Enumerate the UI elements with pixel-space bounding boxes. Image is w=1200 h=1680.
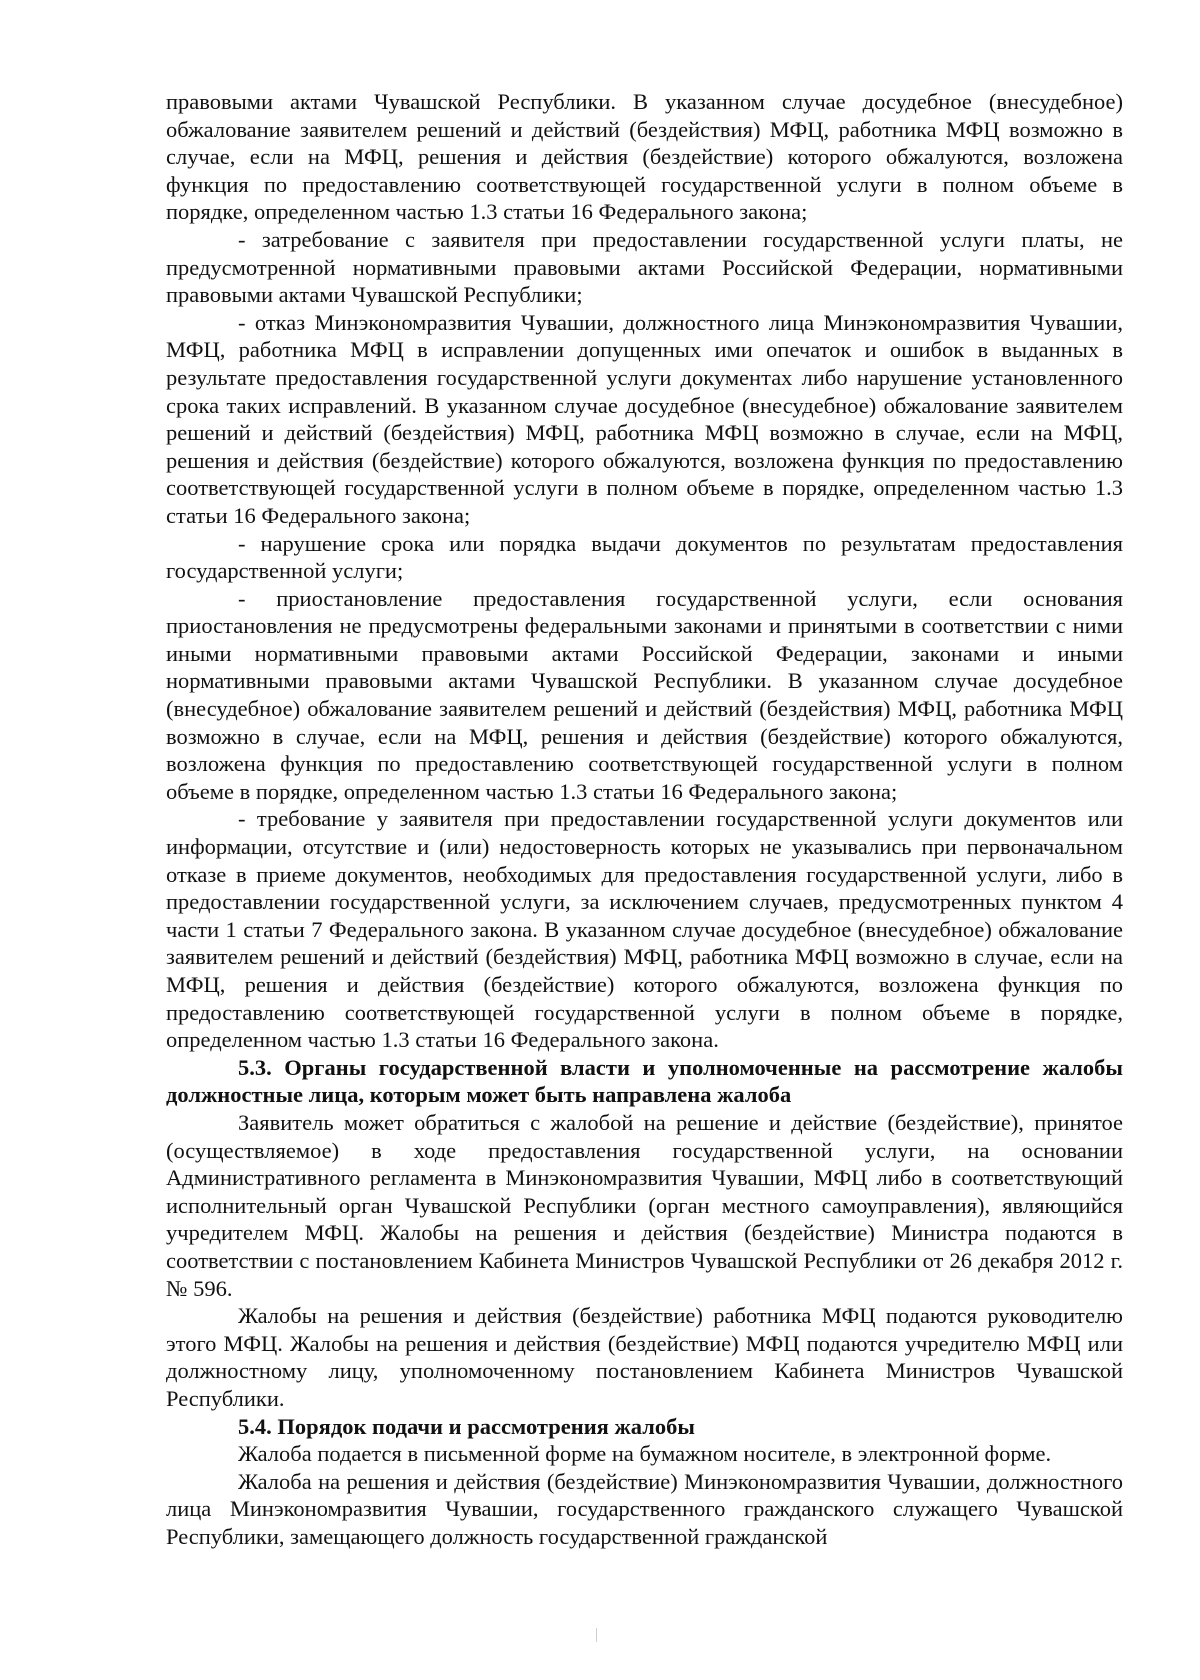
paragraph-suspension: - приостановление предоставления государственной услуги, если основания приостановления не предусмотрены федеральными законами и принятыми в соответствии с ними иными нормативными правовыми актами Российской Федерации, законами и иными нормативными правовыми актами Чувашской Республики. В указанном случае досудебное (внесудебное) обжалование заявителем решений и действий (бездействия) МФЦ, работника МФЦ возможно в случае, если на МФЦ, решения и действия (бездействие) которого обжалуются, возложена функция по предоставлению соответствующей государственной услуги в полном объеме в порядке, определенном частью 1.3 статьи 16 Федерального закона; <box>166 585 1123 804</box>
paragraph-mfc-complaints: Жалобы на решения и действия (бездействие) работника МФЦ подаются руководителю этого МФЦ. Жалобы на решения и действия (бездействие) МФЦ подаются учредителю МФЦ или должностному лицу, уполномоченному постановлением Кабинета Министров Чувашской Республики. <box>166 1303 1123 1411</box>
section-heading-5-3: 5.3. Органы государственной власти и уполномоченные на рассмотрение жалобы должностные лица, которым может быть направлена жалоба <box>166 1054 1123 1108</box>
document-page <box>166 88 1123 1550</box>
paragraph-correction-refusal: - отказ Минэкономразвития Чувашии, должностного лица Минэкономразвития Чувашии, МФЦ, работника МФЦ в исправлении допущенных ими опечаток и ошибок в выданных в результате предоставления государственной услуги документах либо нарушение установленного срока таких исправлений. В указанном случае досудебное (внесудебное) обжалование заявителем решений и действий (бездействия) МФЦ, работника МФЦ возможно в случае, если на МФЦ, решения и действия (бездействие) которого обжалуются, возложена функция по предоставлению соответствующей государственной услуги в полном объеме в порядке, определенном частью 1.3 статьи 16 Федерального закона; <box>166 309 1123 528</box>
paragraph-applicant-complaint: Заявитель может обратиться с жалобой на решение и действие (бездействие), принятое (осуществляемое) в ходе предоставления государственной услуги, на основании Административного регламента в Минэкономразвития Чувашии, МФЦ либо в соответствующий исполнительный орган Чувашской Республики (орган местного самоуправления), являющийся учредителем МФЦ. Жалобы на решения и действия (бездействие) Министра подаются в соответствии с постановлением Кабинета Министров Чувашской Республики от 26 декабря 2012 г. № 596. <box>166 1109 1123 1301</box>
paragraph-complaint-ministry: Жалоба на решения и действия (бездействие) Минэкономразвития Чувашии, должностного лица Минэкономразвития Чувашии, государственного гражданского служащего Чувашской Республики, замещающего должность государственной гражданской <box>166 1468 1123 1549</box>
paragraph-document-requirement: - требование у заявителя при предоставлении государственной услуги документов или информации, отсутствие и (или) недостоверность которых не указывались при первоначальном отказе в приеме документов, необходимых для предоставления государственной услуги, либо в предоставлении государственной услуги, за исключением случаев, предусмотренных пунктом 4 части 1 статьи 7 Федерального закона. В указанном случае досудебное (внесудебное) обжалование заявителем решений и действий (бездействия) МФЦ, работника МФЦ возможно в случае, если на МФЦ, решения и действия (бездействие) которого обжалуются, возложена функция по предоставлению соответствующей государственной услуги в полном объеме в порядке, определенном частью 1.3 статьи 16 Федерального закона. <box>166 806 1123 1053</box>
paragraph-fee-demand: - затребование с заявителя при предоставлении государственной услуги платы, не предусмотренной нормативными правовыми актами Российской Федерации, нормативными правовыми актами Чувашской Республики; <box>166 226 1123 308</box>
paragraph-issuance-violation: - нарушение срока или порядка выдачи документов по результатам предоставления государственной услуги; <box>166 530 1123 584</box>
section-heading-5-4: 5.4. Порядок подачи и рассмотрения жалобы <box>238 1413 695 1439</box>
paragraph-complaint-form: Жалоба подается в письменной форме на бумажном носителе, в электронной форме. <box>238 1441 1052 1467</box>
paragraph-continuation: правовыми актами Чувашской Республики. В указанном случае досудебное (внесудебное) обжалование заявителем решений и действий (бездействия) МФЦ, работника МФЦ возможно в случае, если на МФЦ, решения и действия (бездействие) которого обжалуются, возложена функция по предоставлению соответствующей государственной услуги в полном объеме в порядке, определенном частью 1.3 статьи 16 Федерального закона; <box>166 89 1123 225</box>
scan-artifact <box>596 1628 597 1642</box>
